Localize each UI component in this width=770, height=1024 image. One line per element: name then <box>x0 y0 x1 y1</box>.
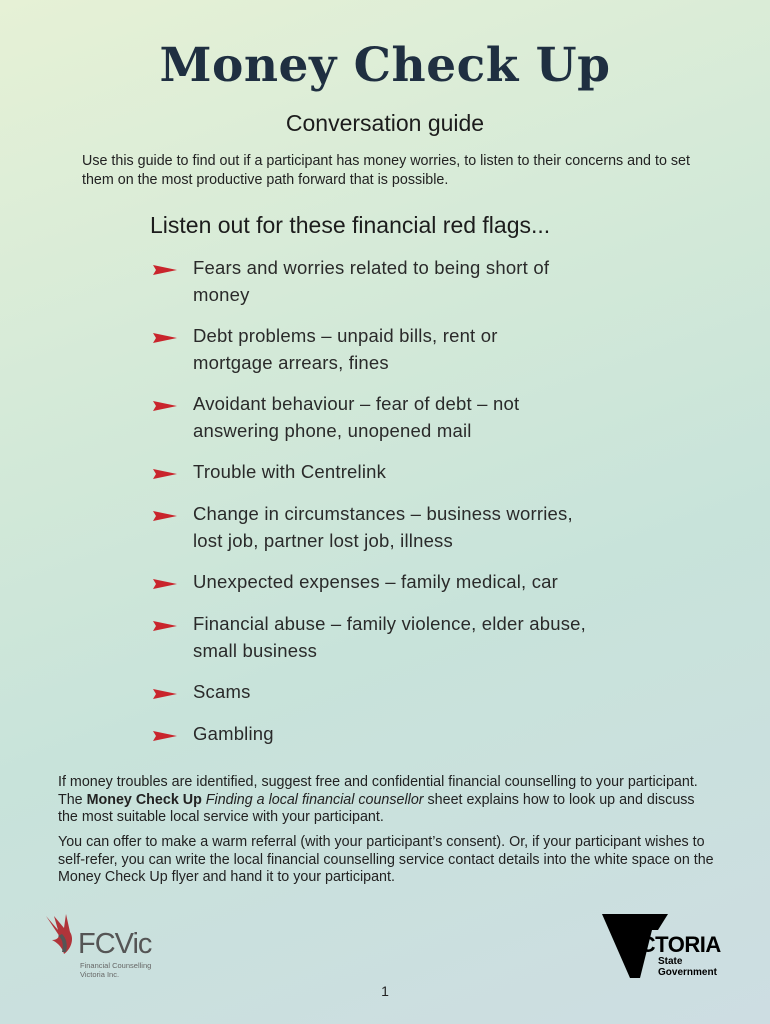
money-check-up-bold: Money Check Up <box>86 791 202 808</box>
list-item-text: Avoidant behaviour – fear of debt – not answering phone, unopened mail <box>193 393 520 441</box>
red-flag-arrow-icon <box>153 577 177 591</box>
red-flag-arrow-icon <box>153 331 177 345</box>
referral-paragraph: If money troubles are identified, suggest free and confidential financial counselling to your participant. The Money Check Up Finding a local financial counsellor sheet explains how to look up and discuss the most suitable local service with your participant. <box>58 774 698 825</box>
list-item-text: Fears and worries related to being short of money <box>193 257 550 305</box>
page-number: 1 <box>381 983 389 999</box>
list-item-text: Trouble with Centrelink <box>193 461 387 482</box>
warm-referral-paragraph: You can offer to make a warm referral (with your participant’s consent). Or, if your participant wishes to self-refer, you can write the local financial counselling service contact details into the white space on the Money Check Up flyer and hand it to your participant. <box>58 834 714 885</box>
list-item-text: Scams <box>193 681 251 702</box>
list-item-text: Change in circumstances – business worries, lost job, partner lost job, illness <box>193 503 573 551</box>
red-flag-arrow-icon <box>153 467 177 481</box>
fcvic-bird-icon <box>44 912 80 956</box>
red-flags-heading: Listen out for these financial red flags... <box>150 212 551 238</box>
finding-counsellor-sheet-title: Finding a local financial counsellor <box>205 791 424 808</box>
red-flag-arrow-icon <box>153 619 177 633</box>
red-flag-arrow-icon <box>153 263 177 277</box>
victoria-wordmark: VICTORIA <box>620 932 721 957</box>
red-flag-arrow-icon <box>153 729 177 743</box>
list-item-text: Unexpected expenses – family medical, car <box>193 571 559 592</box>
fcvic-logo <box>44 912 184 982</box>
red-flag-arrow-icon <box>153 399 177 413</box>
state-government-label: State Government <box>658 956 717 978</box>
victoria-state-government-logo <box>600 912 730 980</box>
fcvic-wordmark: FCVic <box>78 928 152 960</box>
intro-text: Use this guide to find out if a participant has money worries, to listen to their concerns and to set them on the most productive path forward that is possible. <box>82 153 690 188</box>
list-item-text: Debt problems – unpaid bills, rent or mortgage arrears, fines <box>193 325 498 373</box>
fcvic-full-name: Financial Counselling Victoria Inc. <box>80 961 152 979</box>
red-flag-arrow-icon <box>153 509 177 523</box>
list-item-text: Financial abuse – family violence, elder abuse, small business <box>193 613 586 661</box>
page-subtitle: Conversation guide <box>285 110 485 136</box>
page-title: Money Check Up <box>159 38 611 93</box>
list-item-text: Gambling <box>193 723 274 744</box>
red-flag-arrow-icon <box>153 687 177 701</box>
